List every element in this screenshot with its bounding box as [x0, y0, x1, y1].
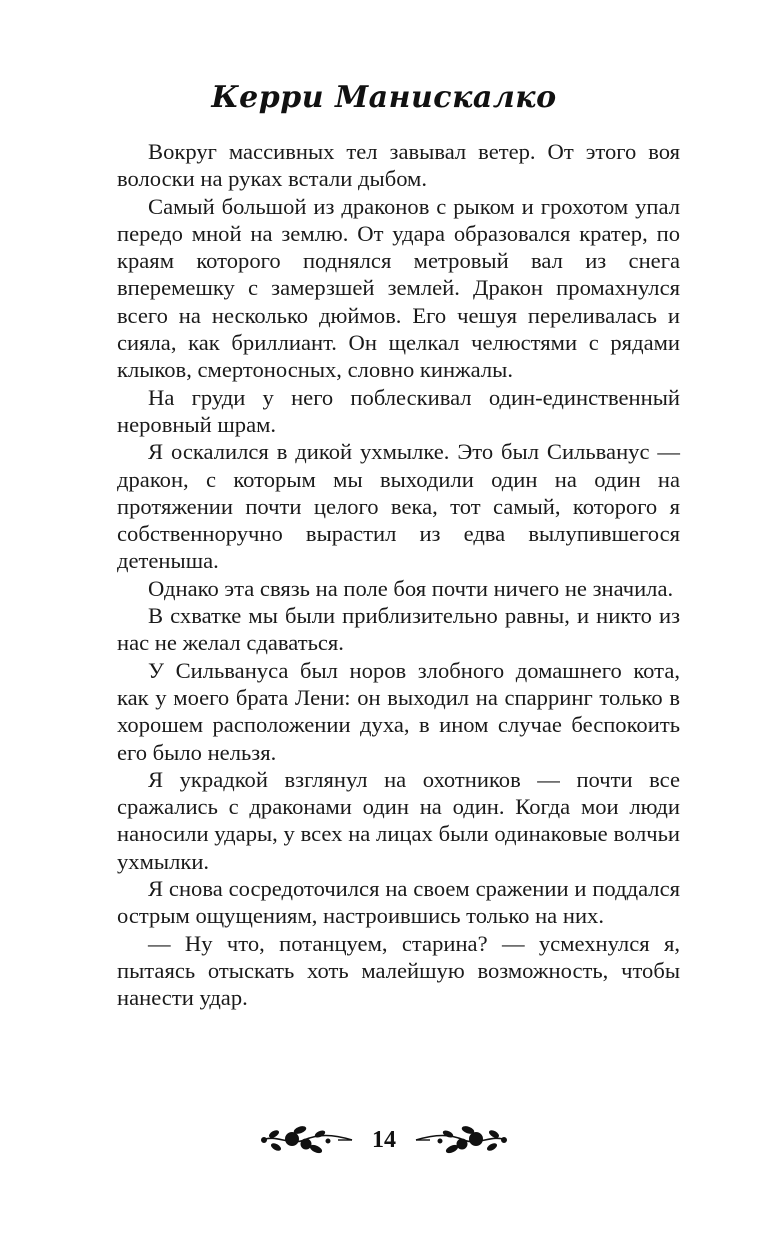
- rose-vine-ornament-left-icon: [256, 1120, 356, 1160]
- rose-vine-ornament-right-icon: [412, 1120, 512, 1160]
- body-text: [117, 138, 680, 1012]
- running-head-author: Керри Манискалко: [211, 80, 557, 115]
- paragraph: Я оскалился в дикой ухмылке. Это был Сильванус — дракон, с которым мы выходили один на один на протяжении почти целого века, тот самый, которого я собственноручно вырастил из едва вылупившегося детеныша.: [117, 439, 680, 574]
- paragraph: Однако эта связь на поле боя почти ничего не значила.: [148, 575, 674, 601]
- paragraph: — Ну что, потанцуем, старина? — усмехнулся я, пытаясь отыскать хоть малейшую возможность, чтобы нанести удар.: [117, 930, 680, 1011]
- paragraph: Самый большой из драконов с рыком и грохотом упал передо мной на землю. От удара образовался кратер, по краям которого поднялся метровый вал из снега вперемешку с замерзшей землей. Дракон промахнулся всего на несколько дюймов. Его чешуя переливалась и сияла, как бриллиант. Он щелкал челюстями с рядами клыков, смертоносных, словно кинжалы.: [117, 193, 680, 383]
- paragraph: Вокруг массивных тел завывал ветер. От этого воя волоски на руках встали дыбом.: [117, 139, 680, 192]
- page-footer: [0, 1118, 768, 1162]
- paragraph: Я снова сосредоточился на своем сражении и поддался острым ощущениям, настроившись только на них.: [117, 876, 680, 929]
- paragraph: На груди у него поблескивал один-единственный неровный шрам.: [117, 384, 680, 437]
- paragraph: У Сильвануса был норов злобного домашнего кота, как у моего брата Лени: он выходил на спарринг только в хорошем расположении духа, в ином случае беспокоить его было нельзя.: [117, 657, 680, 765]
- paragraph: Я украдкой взглянул на охотников — почти все сражались с драконами один на один. Когда мои люди наносили удары, у всех на лицах были одинаковые волчьи ухмылки.: [117, 766, 680, 874]
- page-number: 14: [372, 1126, 396, 1153]
- paragraph: В схватке мы были приблизительно равны, и никто из нас не желал сдаваться.: [117, 603, 680, 656]
